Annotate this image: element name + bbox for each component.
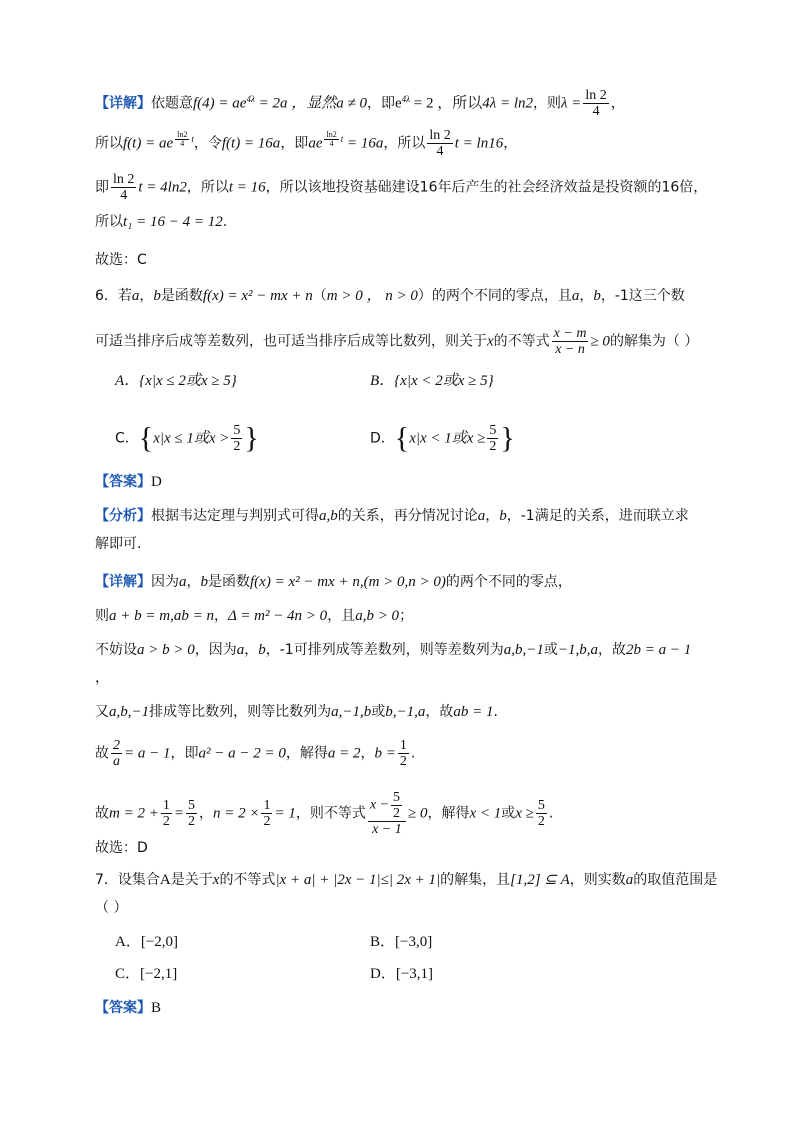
q7-option-b[interactable]: B．[−3,0] bbox=[370, 934, 433, 950]
detail-line-1: 【详解】依题意$f(4) = ae^{4\lambda} = 2a$ ，显然a ≠ 0，即$e^{4\lambda} = 2$ ，所以4λ = ln2，则λ = $\frac{\ln 2}{4}$ ， bbox=[95, 88, 625, 119]
question-6-line-1: 6．若a，b是函数f(x) = x² − mx + n（m > 0 ， n > 0）的两个不同的零点，且a，b，-1这三个数 bbox=[95, 288, 685, 304]
analysis-6-line-1: 【分析】根据韦达定理与判别式可得a,b的关系，再分情况讨论a，b，-1满足的关系，进而联立求 bbox=[95, 508, 689, 524]
detail-line-2: 所以f(t) = ae $^{\frac{\ln 2}{4} t}$，令f(t) = 16a，即ae $^{\frac{\ln 2}{4} t}$ = 16a，所以 $\frac{\ln 2}{4}$ t = ln16， bbox=[95, 128, 518, 159]
fraction: $\frac{\ln 2}{4}$ bbox=[585, 88, 607, 119]
detail-6-line-4: ， bbox=[95, 670, 109, 686]
choice-line-5: 故选：C bbox=[95, 252, 147, 268]
question-6-line-2: 可适当排序后成等差数列，也可适当排序后成等比数列，则关于x的不等式 $\frac{x - m}{x - n}$ ≥ 0的解集为（ ） bbox=[95, 326, 699, 357]
analysis-6-line-2: 解即可. bbox=[95, 536, 142, 552]
detail-line-3: 即 $\frac{\ln 2}{4}$ t = 4ln2，所以t = 16，所以该地投资基础建设16年后产生的社会经济效益是投资额的16倍， bbox=[95, 172, 708, 203]
detail-6-line-6: 故 $\frac{2}{a}$ = a − 1，即a² − a − 2 = 0，解得a = 2，b = $\frac{1}{2}$ . bbox=[95, 738, 416, 769]
q7-option-d[interactable]: D．[−3,1] bbox=[370, 966, 434, 982]
q7-option-a[interactable]: A．[−2,0] bbox=[115, 934, 179, 950]
detail-6-line-3: 不妨设a > b > 0，因为a，b，-1可排列成等差数列，则等差数列为a,b,−1或−1,b,a，故2b = a − 1 bbox=[95, 642, 692, 658]
q7-option-c[interactable]: C．[−2,1] bbox=[115, 966, 178, 982]
option-b[interactable]: B．{x|x < 2或x ≥ 5} bbox=[370, 373, 494, 389]
detail-tag: 【详解】 bbox=[95, 95, 151, 112]
detail-6-line-7: 故m = 2 + $\frac{1}{2}$ = $\frac{5}{2}$ ，n = 2 × $\frac{1}{2}$ = 1，则不等式 x − $\frac{5}{2}$ x − 1 ≥ 0，解得x < 1或x ≥ $\frac{5}{2}$ . bbox=[95, 790, 554, 837]
detail-6-line-5: 又a,b,−1排成等比数列，则等比数列为a,−1,b或b,−1,a，故ab = 1. bbox=[95, 704, 498, 720]
question-7-line-1: 7．设集合A是关于x的不等式|x + a| + |2x − 1|≤| 2x + 1|的解集，且[1,2] ⊆ A，则实数a的取值范围是 bbox=[95, 872, 718, 888]
answer-7: 【答案】B bbox=[95, 1000, 162, 1016]
detail-6-line-1: 【详解】因为a，b是函数f(x) = x² − mx + n,(m > 0,n > 0)的两个不同的零点， bbox=[95, 574, 572, 590]
question-7-line-2: （ ） bbox=[95, 900, 128, 916]
detail-line-4: 所以t₁ = 16 − 4 = 12. bbox=[95, 214, 228, 230]
option-d[interactable]: D．{x|x < 1或x ≥ $\frac{5}{2}$ } bbox=[370, 421, 515, 455]
choice-6: 故选：D bbox=[95, 840, 148, 856]
answer-6: 【答案】D bbox=[95, 474, 162, 490]
detail-6-line-2: 则a + b = m,ab = n，Δ = m² − 4n > 0，且a,b > 0； bbox=[95, 608, 414, 624]
option-a[interactable]: A．{x|x ≤ 2或x ≥ 5} bbox=[115, 373, 237, 389]
option-c[interactable]: C．{x|x ≤ 1或x > $\frac{5}{2}$ } bbox=[115, 421, 259, 455]
